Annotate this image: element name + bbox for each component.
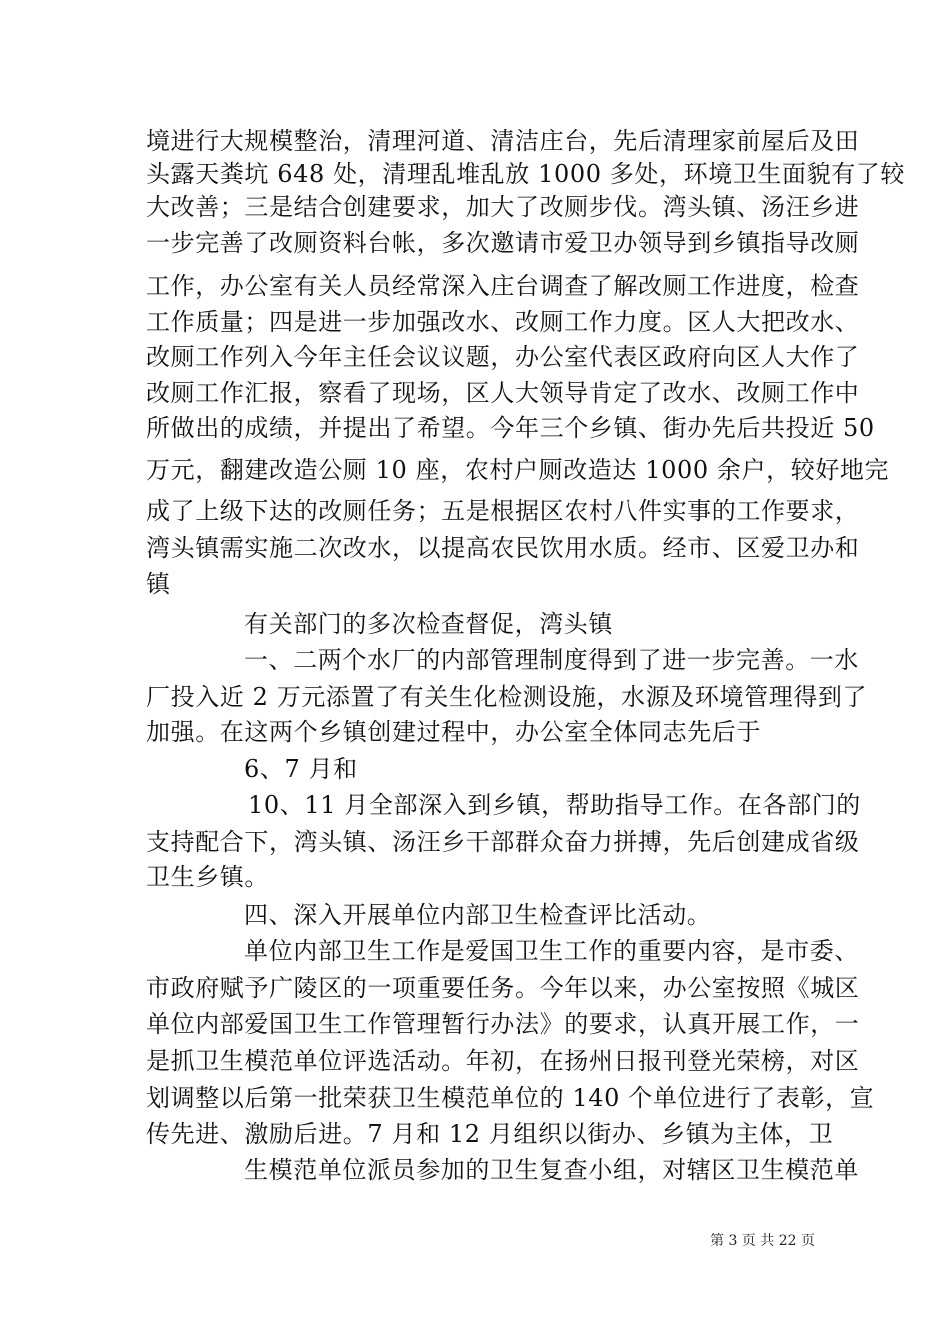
text-line: 一步完善了改厕资料台帐，多次邀请市爱卫办领导到乡镇指导改厕 bbox=[146, 229, 860, 257]
text-line: 市政府赋予广陵区的一项重要任务。今年以来，办公室按照《城区 bbox=[146, 974, 860, 1002]
text-line: 单位内部卫生工作是爱国卫生工作的重要内容，是市委、 bbox=[244, 937, 859, 965]
text-line: 有关部门的多次检查督促，湾头镇 bbox=[244, 610, 613, 638]
text-line: 改厕工作列入今年主任会议议题，办公室代表区政府向区人大作了 bbox=[146, 343, 860, 371]
text-line: 大改善；三是结合创建要求，加大了改厕步伐。湾头镇、汤汪乡进 bbox=[146, 193, 860, 221]
text-line: 改厕工作汇报，察看了现场，区人大领导肯定了改水、改厕工作中 bbox=[146, 379, 860, 407]
text-line: 6、7 月和 bbox=[244, 755, 358, 783]
text-line: 湾头镇需实施二次改水，以提高农民饮用水质。经市、区爱卫办和 bbox=[146, 534, 860, 562]
text-line: 划调整以后第一批荣获卫生模范单位的 140 个单位进行了表彰，宣 bbox=[146, 1084, 875, 1112]
text-line: 所做出的成绩，并提出了希望。今年三个乡镇、街办先后共投近 50 bbox=[146, 414, 875, 442]
text-line: 厂投入近 2 万元添置了有关生化检测设施，水源及环境管理得到了 bbox=[146, 683, 868, 711]
text-line: 单位内部爱国卫生工作管理暂行办法》的要求，认真开展工作，一 bbox=[146, 1010, 860, 1038]
text-line: 是抓卫生模范单位评选活动。年初，在扬州日报刊登光荣榜，对区 bbox=[146, 1047, 860, 1075]
text-line: 10、11 月全部深入到乡镇，帮助指导工作。在各部门的 bbox=[248, 791, 861, 819]
text-line: 支持配合下，湾头镇、汤汪乡干部群众奋力拼搏，先后创建成省级 bbox=[146, 828, 860, 856]
section-heading: 四、深入开展单位内部卫生检查评比活动。 bbox=[244, 901, 712, 929]
text-line: 一、二两个水厂的内部管理制度得到了进一步完善。一水 bbox=[244, 646, 859, 674]
page-number: 第 3 页 共 22 页 bbox=[710, 1233, 815, 1249]
text-line: 工作，办公室有关人员经常深入庄台调查了解改厕工作进度，检查 bbox=[146, 272, 860, 300]
text-line: 传先进、激励后进。7 月和 12 月组织以街办、乡镇为主体，卫 bbox=[146, 1120, 834, 1148]
text-line: 万元，翻建改造公厕 10 座，农村户厕改造达 1000 余户，较好地完 bbox=[146, 456, 890, 484]
text-line: 成了上级下达的改厕任务；五是根据区农村八件实事的工作要求， bbox=[146, 497, 860, 525]
text-line: 生模范单位派员参加的卫生复查小组，对辖区卫生模范单 bbox=[244, 1156, 859, 1184]
text-line: 头露天粪坑 648 处，清理乱堆乱放 1000 多处，环境卫生面貌有了较 bbox=[146, 160, 906, 188]
text-line: 镇 bbox=[146, 570, 171, 598]
text-line: 境进行大规模整治，清理河道、清洁庄台，先后清理家前屋后及田 bbox=[146, 127, 860, 155]
text-line: 加强。在这两个乡镇创建过程中，办公室全体同志先后于 bbox=[146, 718, 761, 746]
text-line: 工作质量；四是进一步加强改水、改厕工作力度。区人大把改水、 bbox=[146, 308, 860, 336]
text-line: 卫生乡镇。 bbox=[146, 863, 269, 891]
